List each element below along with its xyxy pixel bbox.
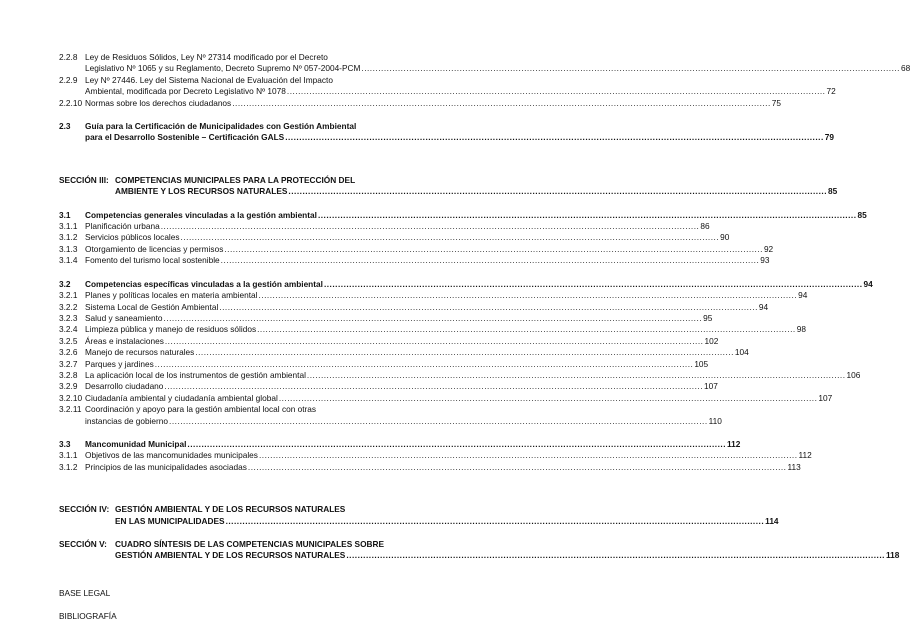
toc-entry-3-1-3 bbox=[59, 243, 774, 255]
toc-entry-3-2-3 bbox=[59, 312, 713, 324]
page-number: 112 bbox=[798, 450, 812, 461]
section-number: SECCIÓN III: bbox=[59, 174, 109, 185]
entry-number: 3.2.11 bbox=[59, 404, 82, 415]
dot-leader bbox=[257, 324, 796, 335]
entry-title-cont: Ambiental, modificada por Decreto Legislativo Nº 1078 bbox=[85, 86, 286, 97]
section-title-cont: GESTIÓN AMBIENTAL Y DE LOS RECURSOS NATURALES bbox=[115, 550, 346, 561]
entry-title: Limpieza pública y manejo de residuos sólidos bbox=[85, 324, 257, 335]
toc-entry-2-3 bbox=[59, 121, 835, 144]
entry-number: 3.3 bbox=[59, 438, 71, 449]
section-title: COMPETENCIAS MUNICIPALES PARA LA PROTECCIÓN DEL bbox=[115, 174, 356, 185]
entry-number: 3.2.4 bbox=[59, 324, 78, 335]
dot-leader bbox=[279, 393, 818, 404]
entry-title: Mancomunidad Municipal bbox=[85, 438, 187, 449]
toc-entry-3-2-2 bbox=[59, 301, 769, 313]
page-number: 98 bbox=[796, 324, 806, 335]
entry-number: 3.2.8 bbox=[59, 369, 78, 380]
toc-section-3 bbox=[59, 174, 838, 198]
toc-entry-3-3 bbox=[59, 438, 741, 450]
page-number: 102 bbox=[704, 335, 719, 346]
toc-entry-3-1-2 bbox=[59, 232, 730, 243]
toc-entry-3-3-2 bbox=[59, 461, 801, 473]
entry-number: 3.1.1 bbox=[59, 450, 78, 461]
page-number: 118 bbox=[885, 550, 900, 561]
toc-entry-3-2-1 bbox=[59, 290, 808, 301]
entry-number: 3.2.1 bbox=[59, 290, 78, 301]
entry-number: 3.1.1 bbox=[59, 221, 78, 232]
entry-title: Áreas e instalaciones bbox=[85, 335, 164, 346]
toc-entry-2-2-9 bbox=[59, 74, 836, 98]
entry-title: Guía para la Certificación de Municipalidades con Gestión Ambiental bbox=[85, 121, 357, 132]
toc-entry-3-2-4 bbox=[59, 324, 806, 335]
entry-title-cont: para el Desarrollo Sostenible – Certificación GALS bbox=[85, 132, 285, 143]
dot-leader bbox=[226, 516, 765, 527]
entry-number: 2.3 bbox=[59, 121, 71, 132]
toc-entry-3-2-8 bbox=[59, 369, 861, 381]
entry-number: 3.2.3 bbox=[59, 312, 78, 323]
entry-number: 3.2.5 bbox=[59, 335, 78, 346]
section-title-cont: AMBIENTE Y LOS RECURSOS NATURALES bbox=[115, 186, 288, 197]
dot-leader bbox=[169, 416, 708, 427]
entry-number: 3.2.7 bbox=[59, 358, 78, 369]
entry-title: La aplicación local de los instrumentos de gestión ambiental bbox=[85, 369, 306, 380]
toc-section-5 bbox=[59, 539, 900, 562]
entry-title: Ley Nº 27446. Ley del Sistema Nacional de Evaluación del Impacto bbox=[85, 74, 333, 85]
entry-title: Sistema Local de Gestión Ambiental bbox=[85, 301, 219, 312]
page-number: 106 bbox=[846, 369, 861, 380]
page-number: 85 bbox=[828, 186, 838, 197]
entry-title: Fomento del turismo local sostenible bbox=[85, 255, 220, 266]
entry-number: 3.1.3 bbox=[59, 243, 78, 254]
dot-leader bbox=[232, 98, 771, 109]
section-number: SECCIÓN IV: bbox=[59, 504, 110, 515]
toc-entry-3-2-10 bbox=[59, 392, 833, 404]
entry-number: 2.2.10 bbox=[59, 97, 83, 108]
entry-title: Objetivos de las mancomunidades municipales bbox=[85, 450, 258, 461]
dot-leader bbox=[287, 86, 826, 97]
toc-entry-3-2-6 bbox=[59, 347, 749, 358]
page-number: 104 bbox=[734, 347, 749, 358]
toc-entry-3-3-1 bbox=[59, 450, 812, 461]
entry-title: Planes y políticas locales en materia ambiental bbox=[85, 290, 258, 301]
section-title: CUADRO SÍNTESIS DE LAS COMPETENCIAS MUNICIPALES SOBRE bbox=[115, 539, 385, 549]
dot-leader bbox=[346, 550, 885, 561]
dot-leader bbox=[258, 290, 797, 301]
dot-leader bbox=[259, 450, 798, 461]
toc-entry-3-2-11 bbox=[59, 404, 722, 427]
toc-bibliografia: BIBLIOGRAFÍA bbox=[59, 611, 117, 622]
entry-number: 3.2.9 bbox=[59, 381, 78, 392]
entry-number: 2.2.9 bbox=[59, 74, 78, 85]
section-title-cont: EN LAS MUNICIPALIDADES bbox=[115, 515, 225, 526]
dot-leader bbox=[164, 313, 703, 324]
dot-leader bbox=[221, 255, 760, 266]
dot-leader bbox=[161, 221, 700, 232]
page-number: 72 bbox=[826, 86, 836, 97]
dot-leader bbox=[195, 347, 734, 358]
page-number: 85 bbox=[857, 209, 867, 220]
dot-leader bbox=[164, 381, 703, 392]
dot-leader bbox=[361, 63, 900, 74]
page-number: 114 bbox=[765, 515, 779, 526]
toc-base-legal: BASE LEGAL bbox=[59, 587, 111, 598]
entry-title: Competencias generales vinculadas a la gestión ambiental bbox=[85, 209, 317, 220]
entry-title: Desarrollo ciudadano bbox=[85, 381, 164, 392]
dot-leader bbox=[307, 370, 846, 381]
entry-number: 3.1.2 bbox=[59, 232, 78, 243]
entry-number: 2.2.8 bbox=[59, 52, 78, 62]
table-of-contents bbox=[59, 52, 910, 623]
page-number: 92 bbox=[763, 243, 774, 254]
entry-number: 3.1.4 bbox=[59, 255, 78, 266]
dot-leader bbox=[288, 186, 827, 197]
entry-number: 3.2.6 bbox=[59, 347, 78, 358]
toc-entry-3-1 bbox=[59, 209, 867, 221]
toc-entry-3-1-1 bbox=[59, 221, 710, 232]
entry-title: Principios de las municipalidades asociadas bbox=[85, 461, 247, 472]
entry-number: 3.1.2 bbox=[59, 461, 78, 472]
toc-entry-2-2-10 bbox=[59, 97, 782, 109]
dot-leader bbox=[285, 132, 824, 143]
page-number: 105 bbox=[694, 358, 709, 369]
entry-title: Normas sobre los derechos ciudadanos bbox=[85, 97, 232, 108]
entry-number: 3.1 bbox=[59, 209, 71, 220]
toc-section-4 bbox=[59, 504, 779, 527]
dot-leader bbox=[165, 336, 704, 347]
dot-leader bbox=[155, 359, 694, 370]
dot-leader bbox=[187, 439, 726, 450]
page-number: 113 bbox=[787, 461, 801, 472]
page-number: 94 bbox=[758, 301, 769, 312]
page-number: 94 bbox=[798, 290, 808, 301]
page-number: 79 bbox=[824, 132, 835, 143]
toc-entry-2-2-8 bbox=[59, 52, 910, 75]
page-number: 86 bbox=[700, 221, 710, 232]
dot-leader bbox=[219, 302, 758, 313]
page-number: 107 bbox=[818, 392, 833, 403]
entry-number: 3.2 bbox=[59, 278, 71, 289]
toc-entry-3-2-7 bbox=[59, 358, 709, 370]
dot-leader bbox=[318, 210, 857, 221]
entry-title: Salud y saneamiento bbox=[85, 312, 163, 323]
page-number: 110 bbox=[708, 415, 722, 426]
section-number: SECCIÓN V: bbox=[59, 539, 107, 549]
entry-number: 3.2.2 bbox=[59, 301, 78, 312]
entry-number: 3.2.10 bbox=[59, 392, 83, 403]
entry-title: Parques y jardines bbox=[85, 358, 154, 369]
section-title: GESTIÓN AMBIENTAL Y DE LOS RECURSOS NATURALES bbox=[115, 504, 346, 515]
page-number: 94 bbox=[863, 278, 873, 289]
entry-title: Competencias específicas vinculadas a la gestión ambiental bbox=[85, 278, 323, 289]
dot-leader bbox=[248, 462, 787, 473]
page-number: 75 bbox=[771, 97, 782, 108]
dot-leader bbox=[224, 244, 763, 255]
dot-leader bbox=[324, 279, 863, 290]
page-number: 95 bbox=[703, 312, 713, 323]
entry-title: Servicios públicos locales bbox=[85, 232, 180, 243]
entry-title: Coordinación y apoyo para la gestión ambiental local con otras bbox=[85, 404, 317, 415]
dot-leader bbox=[181, 232, 720, 243]
entry-title: Planificación urbana bbox=[85, 221, 160, 232]
toc-entry-3-2-9 bbox=[59, 381, 718, 392]
entry-title: Otorgamiento de licencias y permisos bbox=[85, 243, 224, 254]
entry-title-cont: Legislativo Nº 1065 y su Reglamento, Decreto Supremo Nº 057-2004-PCM bbox=[85, 63, 361, 74]
toc-entry-3-2 bbox=[59, 278, 873, 290]
entry-title-cont: instancias de gobierno bbox=[85, 415, 169, 426]
entry-title: Ley de Residuos Sólidos, Ley Nº 27314 modificado por el Decreto bbox=[85, 52, 328, 62]
page-number: 68 bbox=[900, 63, 910, 74]
page-number: 90 bbox=[720, 232, 730, 243]
page-number: 93 bbox=[760, 255, 770, 266]
page-number: 107 bbox=[704, 381, 718, 392]
entry-title: Ciudadanía ambiental y ciudadanía ambiental global bbox=[85, 392, 278, 403]
page-number: 112 bbox=[727, 438, 741, 449]
entry-title: Manejo de recursos naturales bbox=[85, 347, 195, 358]
toc-entry-3-2-5 bbox=[59, 335, 719, 347]
toc-entry-3-1-4 bbox=[59, 255, 770, 266]
